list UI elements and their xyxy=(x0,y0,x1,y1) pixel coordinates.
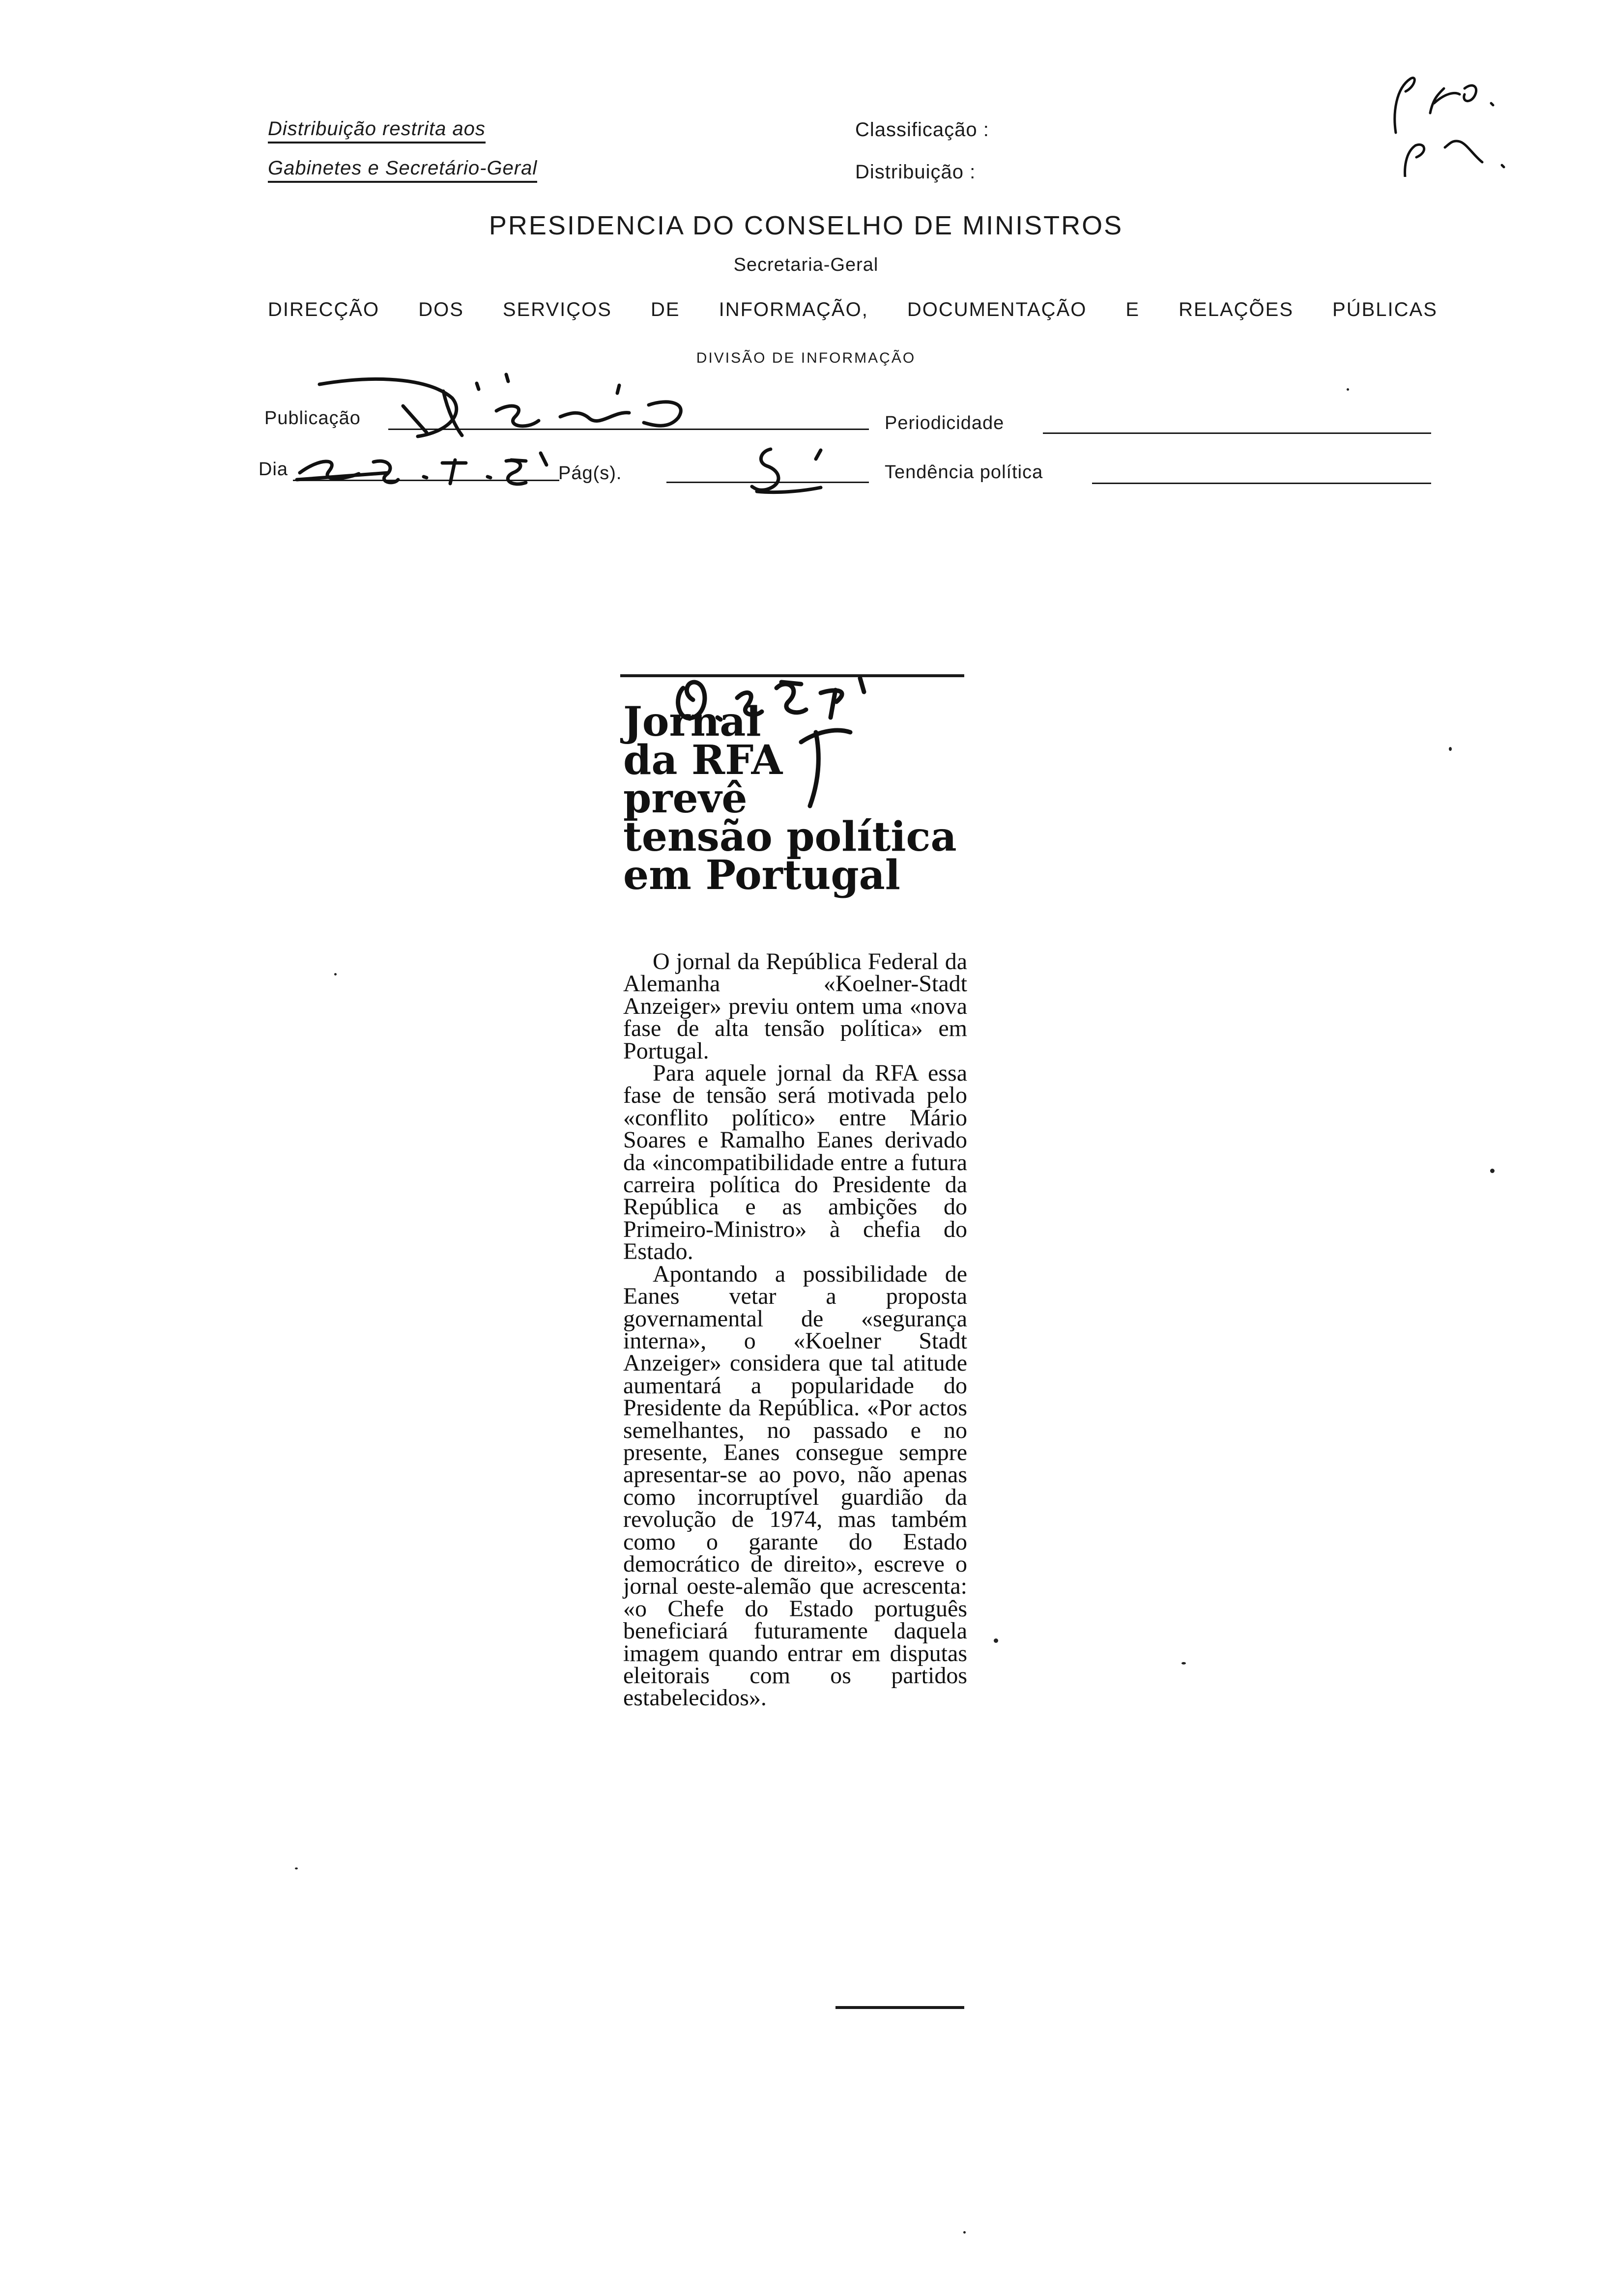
divisao-label: DIVISÃO DE INFORMAÇÃO xyxy=(696,350,916,366)
clipping-top-rule xyxy=(620,674,964,677)
direccao-word: DIRECÇÃO xyxy=(268,299,380,320)
scan-speck xyxy=(1181,1662,1186,1665)
ministry-title: PRESIDENCIA DO CONSELHO DE MINISTROS xyxy=(489,211,1123,240)
scan-speck xyxy=(1347,388,1349,391)
pags-field-line xyxy=(666,482,869,483)
article-headline xyxy=(623,698,997,899)
direccao-word: DOS xyxy=(418,299,464,320)
handwritten-publication-name xyxy=(315,364,708,442)
direccao-line xyxy=(268,300,1438,319)
headline-line: da RFA xyxy=(623,737,783,784)
headline-line: em Portugal xyxy=(623,852,900,899)
article-paragraph: O jornal da República Federal da Alemanha «Koelner-Stadt Anzeiger» previu ontem uma «nova fase de alta tensão política» em Portugal. xyxy=(623,948,967,1064)
scan-speck xyxy=(295,1867,298,1869)
headline-line: Jornal xyxy=(623,698,761,746)
clipping-bottom-rule xyxy=(835,2006,964,2009)
handwritten-date xyxy=(295,438,570,492)
direccao-word: SERVIÇOS xyxy=(502,299,612,320)
direccao-word: INFORMAÇÃO, xyxy=(719,299,868,320)
tendencia-politica-label: Tendência política xyxy=(885,462,1043,483)
scan-speck xyxy=(1449,747,1452,751)
handwritten-initials xyxy=(1386,59,1573,177)
headline-line: prevê xyxy=(623,775,748,822)
distribution-restricted-line2: Gabinetes e Secretário-Geral xyxy=(268,158,537,183)
distribution-restricted-line1: Distribuição restrita aos xyxy=(268,119,486,144)
direccao-word: E xyxy=(1125,299,1140,320)
tendencia-politica-field-line xyxy=(1092,483,1431,484)
article-paragraph: Apontando a possibilidade de Eanes vetar a proposta governamental de «segurança interna», o «Koelner Stadt Anzeiger» considera que tal atitude aumentará a popularidade do Presidente da República. «Por actos semelhantes, no passado e no presente, Eanes consegue sempre apresentar-se ao povo, não apenas como incorruptível guardião da revolução de 1974, mas também como o garante do Estado democrático de direito», escreve o jornal oeste-alemão que acrescenta: «o Chefe do Estado português beneficiará futuramente daquela imagem quando entrar em disputas eleitorais com os partidos estabelecidos». xyxy=(623,1261,967,1711)
article-body xyxy=(623,950,967,1709)
periodicidade-field-line xyxy=(1043,432,1431,434)
secretaria-subtitle: Secretaria-Geral xyxy=(733,255,879,275)
direccao-word: PÚBLICAS xyxy=(1332,299,1438,320)
scan-speck xyxy=(334,973,337,976)
scan-speck xyxy=(963,2231,966,2234)
article-paragraph: Para aquele jornal da RFA essa fase de tensão será motivada pelo «conflito político» entre Mário Soares e Ramalho Eanes derivado da «incompatibilidade entre a futura carreira política do Presidente da República e as ambições do Primeiro-Ministro» à chefia do Estado. xyxy=(623,1060,967,1265)
direccao-word: RELAÇÕES xyxy=(1179,299,1294,320)
direccao-word: DE xyxy=(650,299,680,320)
publicacao-label: Publicação xyxy=(264,408,361,429)
dia-label: Dia xyxy=(259,459,288,480)
handwritten-page-number xyxy=(747,442,845,496)
direccao-word: DOCUMENTAÇÃO xyxy=(907,299,1087,320)
scan-speck xyxy=(994,1638,998,1643)
pags-label: Pág(s). xyxy=(558,463,622,484)
classificacao-label: Classificação : xyxy=(855,119,989,141)
periodicidade-label: Periodicidade xyxy=(885,413,1005,433)
publicacao-field-line xyxy=(388,429,869,430)
dia-field-line xyxy=(293,480,559,481)
distribuicao-label: Distribuição : xyxy=(855,161,976,183)
headline-line: tensão política xyxy=(623,813,957,861)
scan-speck xyxy=(1490,1169,1495,1173)
